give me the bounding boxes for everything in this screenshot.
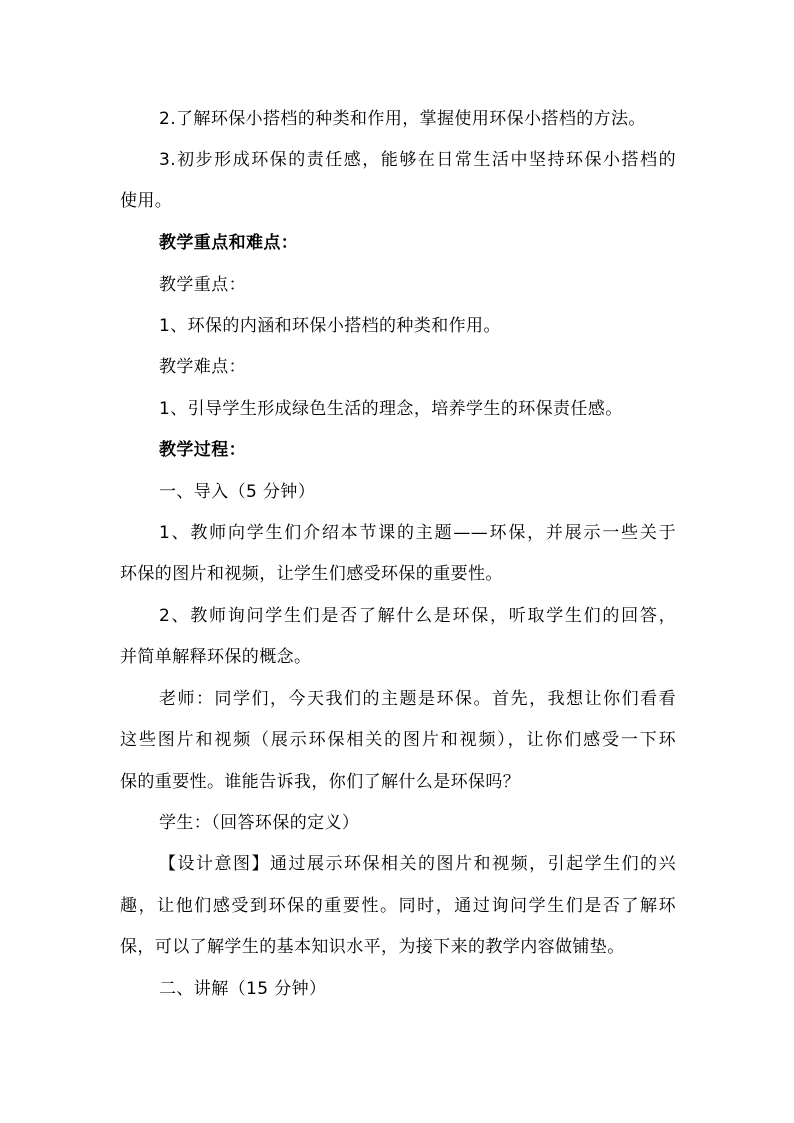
intro-step-1-line-1: 1、教师向学生们介绍本节课的主题——环保，并展示一些关于 (159, 523, 676, 543)
intro-step-2-line-1: 2、教师询问学生们是否了解什么是环保，听取学生们的回答， (159, 606, 676, 626)
section-intro-heading: 一、导入（5 分钟） (159, 482, 316, 502)
intro-step-1-line-2: 环保的图片和视频，让学生们感受环保的重要性。 (120, 564, 503, 584)
objective-3-line-1: 3.初步形成环保的责任感，能够在日常生活中坚持环保小搭档的 (159, 150, 676, 170)
process-heading: 教学过程： (159, 440, 246, 460)
design-intent-line-1: 【设计意图】通过展示环保相关的图片和视频，引起学生们的兴 (159, 854, 676, 874)
design-intent-line-2: 趣，让他们感受到环保的重要性。同时，通过询问学生们是否了解环 (120, 896, 676, 916)
key-points-heading: 教学重点和难点： (159, 233, 299, 253)
teacher-dialogue-line-1: 老师：同学们，今天我们的主题是环保。首先，我想让你们看看 (159, 689, 676, 709)
student-response: 学生：（回答环保的定义） (159, 813, 360, 833)
difficulty-label: 教学难点： (159, 357, 246, 377)
intro-step-2-line-2: 并简单解释环保的概念。 (120, 647, 312, 667)
objective-2: 2.了解环保小搭档的种类和作用，掌握使用环保小搭档的方法。 (159, 109, 646, 129)
section-explain-heading: 二、讲解（15 分钟） (159, 979, 327, 999)
objective-3-line-2: 使用。 (120, 191, 173, 211)
key-point-label: 教学重点： (159, 275, 246, 295)
teacher-dialogue-line-2: 这些图片和视频（展示环保相关的图片和视频），让你们感受一下环 (120, 730, 676, 750)
difficulty-1: 1、引导学生形成绿色生活的理念，培养学生的环保责任感。 (159, 399, 623, 419)
teacher-dialogue-line-3: 保的重要性。谁能告诉我，你们了解什么是环保吗？ (120, 772, 521, 792)
design-intent-line-3: 保，可以了解学生的基本知识水平，为接下来的教学内容做铺垫。 (120, 937, 625, 957)
key-point-1: 1、环保的内涵和环保小搭档的种类和作用。 (159, 316, 501, 336)
